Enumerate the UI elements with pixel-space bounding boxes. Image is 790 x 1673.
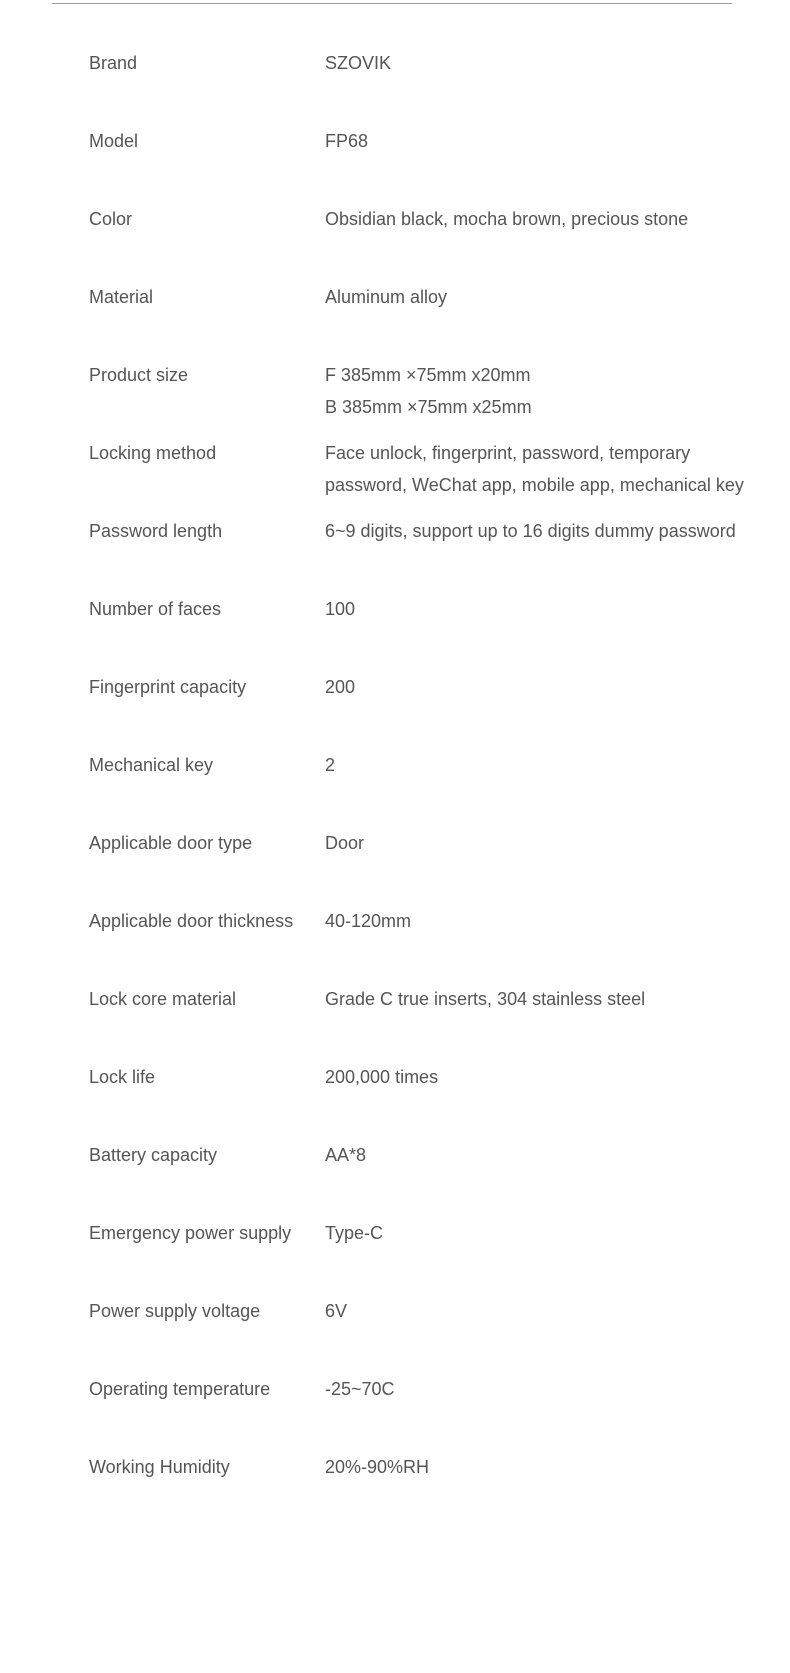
spec-label: Battery capacity: [89, 1145, 218, 1165]
spec-row: [89, 671, 739, 749]
spec-value: [325, 125, 745, 157]
spec-label: Lock life: [89, 1067, 156, 1087]
spec-row: [89, 203, 739, 281]
spec-value: [325, 749, 745, 781]
spec-row: [89, 749, 739, 827]
spec-value-line: FP68: [325, 131, 369, 151]
spec-value: [325, 593, 745, 625]
spec-row: [89, 125, 739, 203]
spec-value-line: 2: [325, 755, 336, 775]
spec-value-line: SZOVIK: [325, 53, 392, 73]
spec-value: [325, 515, 745, 547]
spec-value: [325, 47, 745, 79]
spec-row: [89, 359, 739, 437]
spec-table: [89, 47, 744, 1529]
spec-row: [89, 47, 739, 125]
spec-value-line: 200: [325, 677, 356, 697]
spec-value-line: 100: [325, 599, 356, 619]
spec-label: Fingerprint capacity: [89, 677, 247, 697]
spec-row: [89, 437, 744, 515]
spec-label: Model: [89, 131, 139, 151]
spec-row: [89, 1373, 739, 1451]
spec-value-line: -25~70C: [325, 1379, 395, 1399]
spec-label: Applicable door type: [89, 833, 253, 853]
spec-label: Power supply voltage: [89, 1301, 261, 1321]
spec-value: [325, 1217, 745, 1249]
spec-label: Lock core material: [89, 989, 237, 1009]
spec-row: [89, 827, 739, 905]
spec-value: [325, 671, 745, 703]
spec-value-line: 20%-90%RH: [325, 1457, 430, 1477]
spec-row: [89, 1451, 739, 1529]
spec-value-line: Type-C: [325, 1223, 384, 1243]
spec-value-line: Face unlock, fingerprint, password, temporary: [325, 443, 691, 463]
spec-row: [89, 983, 739, 1061]
spec-label: Locking method: [89, 443, 217, 463]
spec-label: Applicable door thickness: [89, 911, 294, 931]
spec-value-line: 40-120mm: [325, 911, 412, 931]
spec-row: [89, 1139, 739, 1217]
spec-value-line: B 385mm ×75mm x25mm: [325, 397, 532, 417]
spec-value-line: Aluminum alloy: [325, 287, 448, 307]
spec-row: [89, 1061, 739, 1139]
spec-row: [89, 1295, 739, 1373]
spec-label: Operating temperature: [89, 1379, 271, 1399]
spec-value-line: 200,000 times: [325, 1067, 439, 1087]
spec-value: [325, 1061, 745, 1093]
spec-value-line: 6V: [325, 1301, 348, 1321]
spec-value: [325, 1451, 745, 1483]
spec-value: [325, 203, 745, 235]
spec-label: Emergency power supply: [89, 1223, 292, 1243]
spec-row: [89, 905, 739, 983]
spec-value: [325, 1139, 745, 1171]
spec-label: Mechanical key: [89, 755, 214, 775]
spec-value-line: Grade C true inserts, 304 stainless steel: [325, 989, 646, 1009]
spec-row: [89, 515, 739, 593]
spec-value: [325, 827, 745, 859]
spec-value: [325, 359, 745, 423]
spec-value: [325, 983, 745, 1015]
spec-label: Brand: [89, 53, 138, 73]
spec-label: Product size: [89, 365, 189, 385]
spec-value: [325, 905, 745, 937]
spec-value-line: Door: [325, 833, 365, 853]
spec-value-line: password, WeChat app, mobile app, mechanical key: [325, 475, 744, 495]
top-divider: [52, 3, 732, 4]
spec-label: Working Humidity: [89, 1457, 230, 1477]
spec-value: [325, 281, 745, 313]
spec-label: Number of faces: [89, 599, 222, 619]
spec-value-line: F 385mm ×75mm x20mm: [325, 365, 531, 385]
spec-label: Password length: [89, 521, 223, 541]
spec-value-line: AA*8: [325, 1145, 367, 1165]
spec-row: [89, 593, 739, 671]
spec-value-line: Obsidian black, mocha brown, precious stone: [325, 209, 689, 229]
spec-label: Color: [89, 209, 133, 229]
spec-value: [325, 1373, 745, 1405]
spec-value: [325, 1295, 745, 1327]
spec-row: [89, 1217, 739, 1295]
spec-row: [89, 281, 739, 359]
spec-value-line: 6~9 digits, support up to 16 digits dummy password: [325, 521, 736, 541]
spec-label: Material: [89, 287, 154, 307]
spec-value: [325, 437, 745, 501]
